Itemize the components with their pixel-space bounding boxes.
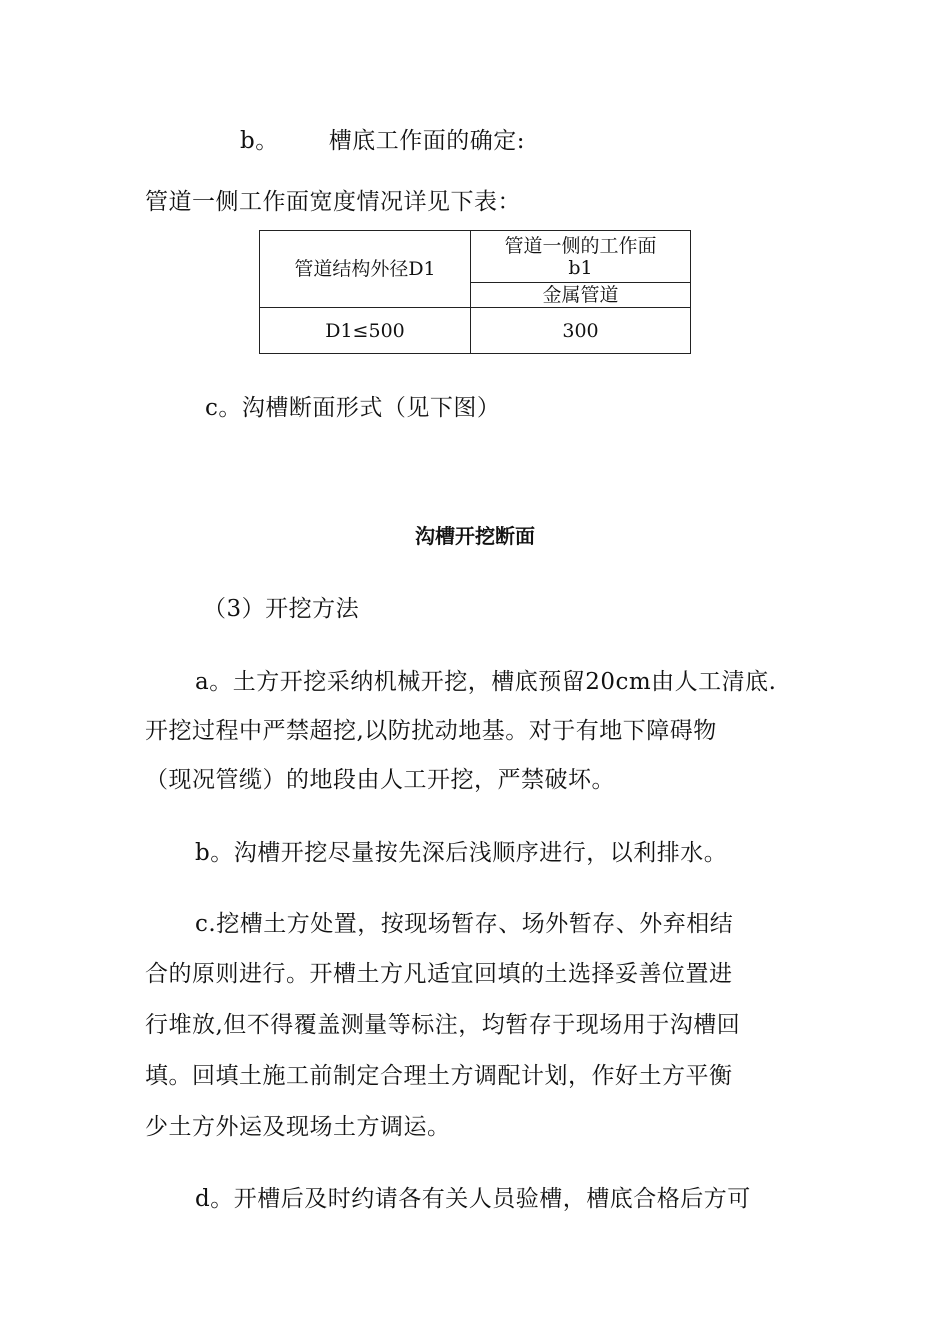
table-cell-width-value: 300 (471, 308, 691, 354)
para-d-line1: d。开槽后及时约请各有关人员验槽，槽底合格后方可 (195, 1186, 751, 1212)
table-subheader-metal-pipe: 金属管道 (471, 283, 691, 308)
table-cell-diameter-range: D1≤500 (260, 308, 471, 354)
method-heading: （3）开挖方法 (203, 596, 360, 622)
table-header-outer-diameter: 管道结构外径D1 (260, 231, 471, 308)
para-c-line2: 合的原则进行。开槽土方凡适宜回填的土选择妥善位置进 (145, 961, 733, 987)
para-c-line1: c.挖槽土方处置，按现场暂存、场外暂存、外弃相结 (195, 911, 734, 937)
para-a-line3: （现况管缆）的地段由人工开挖，严禁破坏。 (145, 767, 615, 793)
section-c-heading: c。沟槽断面形式（见下图） (205, 395, 501, 421)
table-header-work-face-line2: b1 (568, 256, 593, 279)
para-c-line5: 少土方外运及现场土方调运。 (145, 1114, 451, 1140)
para-c-line3: 行堆放,但不得覆盖测量等标注，均暂存于现场用于沟槽回 (145, 1012, 741, 1038)
para-b: b。沟槽开挖尽量按先深后浅顺序进行，以利排水。 (195, 840, 728, 866)
table-header-work-face-line1: 管道一侧的工作面 (504, 234, 657, 257)
section-b-title: 槽底工作面的确定: (328, 128, 525, 154)
para-a-line2: 开挖过程中严禁超挖,以防扰动地基。对于有地下障碍物 (145, 718, 717, 744)
table-header-work-face (471, 231, 691, 283)
section-b-marker: b。 (240, 128, 279, 154)
section-b-heading (240, 122, 525, 155)
para-a-line1: a。土方开挖采纳机械开挖，槽底预留20cm由人工清底. (195, 669, 777, 695)
table-intro-text: 管道一侧工作面宽度情况详见下表： (145, 189, 521, 215)
para-c-line4: 填。回填土施工前制定合理土方调配计划，作好土方平衡 (145, 1063, 733, 1089)
figure-caption: 沟槽开挖断面 (415, 524, 535, 548)
work-face-width-table (259, 230, 691, 354)
